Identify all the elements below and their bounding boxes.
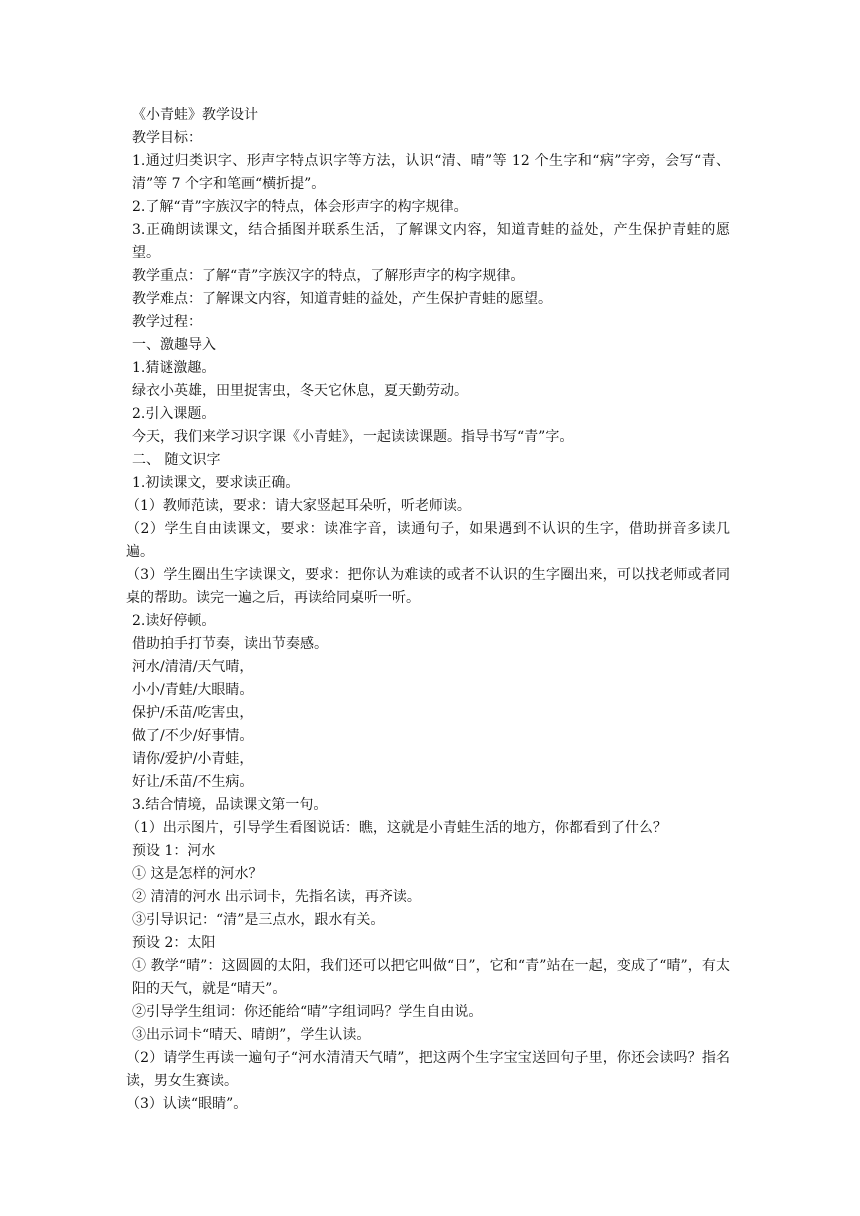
step-2-1-a: （1）教师范读，要求：请大家竖起耳朵听，听老师读。 bbox=[126, 498, 471, 514]
section-2-heading: 二、 随文识字 bbox=[132, 452, 221, 468]
objective-1: 1.通过归类识字、形声字特点识字等方法，认识“清、晴”等 12 个生字和“病”字旁，会写“青、清”等 7 个字和笔画“横折提”。 bbox=[132, 153, 730, 192]
section-1-heading: 一、激趣导入 bbox=[132, 337, 216, 353]
difficult-points: 教学难点：了解课文内容，知道青蛙的益处，产生保护青蛙的愿望。 bbox=[132, 291, 552, 307]
preset-2-item-3: ③出示词卡“晴天、晴朗”，学生认读。 bbox=[132, 1027, 371, 1043]
preset-1-item-3: ③引导识记：“清”是三点水，跟水有关。 bbox=[132, 912, 385, 928]
key-points: 教学重点：了解“青”字族汉字的特点，了解形声字的构字规律。 bbox=[132, 268, 525, 284]
step-2-3-b: （2）请学生再读一遍句子“河水清清天气晴”，把这两个生字宝宝送回句子里，你还会读吗？指名读，男女生赛读。 bbox=[126, 1050, 730, 1089]
poem-line-5: 请你/爱护/小青蛙， bbox=[132, 751, 254, 767]
preset-2-item-1: ① 教学“晴”：这圆圆的太阳，我们还可以把它叫做“日”，它和“青”站在一起，变成了“晴”，有太阳的天气，就是“晴天”。 bbox=[132, 958, 730, 997]
step-2-2: 2.读好停顿。 bbox=[132, 613, 216, 629]
preset-1: 预设 1：河水 bbox=[132, 843, 216, 859]
step-1-2: 2.引入课题。 bbox=[132, 406, 216, 422]
objective-3: 3.正确朗读课文，结合插图并联系生活，了解课文内容，知道青蛙的益处，产生保护青蛙的愿望。 bbox=[132, 222, 730, 261]
document-title: 《小青蛙》教学设计 bbox=[132, 107, 258, 123]
preset-2: 预设 2：太阳 bbox=[132, 935, 216, 951]
preset-1-item-2: ② 清清的河水 出示词卡，先指名读，再齐读。 bbox=[132, 889, 421, 905]
step-2-1: 1.初读课文，要求读正确。 bbox=[132, 475, 300, 491]
intro-text: 今天，我们来学习识字课《小青蛙》，一起读读课题。指导书写“青”字。 bbox=[132, 429, 574, 445]
step-2-1-b: （2）学生自由读课文，要求：读准字音，读通句子，如果遇到不认识的生字，借助拼音多读几遍。 bbox=[126, 521, 730, 560]
step-1-1: 1.猜谜激趣。 bbox=[132, 360, 216, 376]
objective-2: 2.了解“青”字族汉字的特点，体会形声字的构字规律。 bbox=[132, 199, 468, 215]
preset-2-item-2: ②引导学生组词：你还能给“晴”字组词吗？学生自由说。 bbox=[132, 1004, 483, 1020]
process-heading: 教学过程： bbox=[132, 314, 202, 330]
document-body bbox=[126, 104, 730, 1116]
step-2-3-c: （3）认读“眼睛”。 bbox=[126, 1096, 248, 1112]
poem-line-2: 小小/青蛙/大眼睛。 bbox=[132, 682, 254, 698]
rhythm-text: 借助拍手打节奏，读出节奏感。 bbox=[132, 636, 328, 652]
objectives-heading: 教学目标： bbox=[132, 130, 202, 146]
poem-line-4: 做了/不少/好事情。 bbox=[132, 728, 254, 744]
riddle-text: 绿衣小英雄，田里捉害虫，冬天它休息，夏天勤劳动。 bbox=[132, 383, 468, 399]
step-2-1-c: （3）学生圈出生字读课文，要求：把你认为难读的或者不认识的生字圈出来，可以找老师或者同桌的帮助。读完一遍之后，再读给同桌听一听。 bbox=[126, 567, 730, 606]
poem-line-1: 河水/清清/天气晴， bbox=[132, 659, 254, 675]
poem-line-6: 好让/禾苗/不生病。 bbox=[132, 774, 254, 790]
preset-1-item-1: ① 这是怎样的河水？ bbox=[132, 866, 263, 882]
step-2-3: 3.结合情境，品读课文第一句。 bbox=[132, 797, 328, 813]
poem-line-3: 保护/禾苗/吃害虫， bbox=[132, 705, 254, 721]
step-2-3-a: （1）出示图片，引导学生看图说话：瞧，这就是小青蛙生活的地方，你都看到了什么？ bbox=[126, 820, 667, 836]
